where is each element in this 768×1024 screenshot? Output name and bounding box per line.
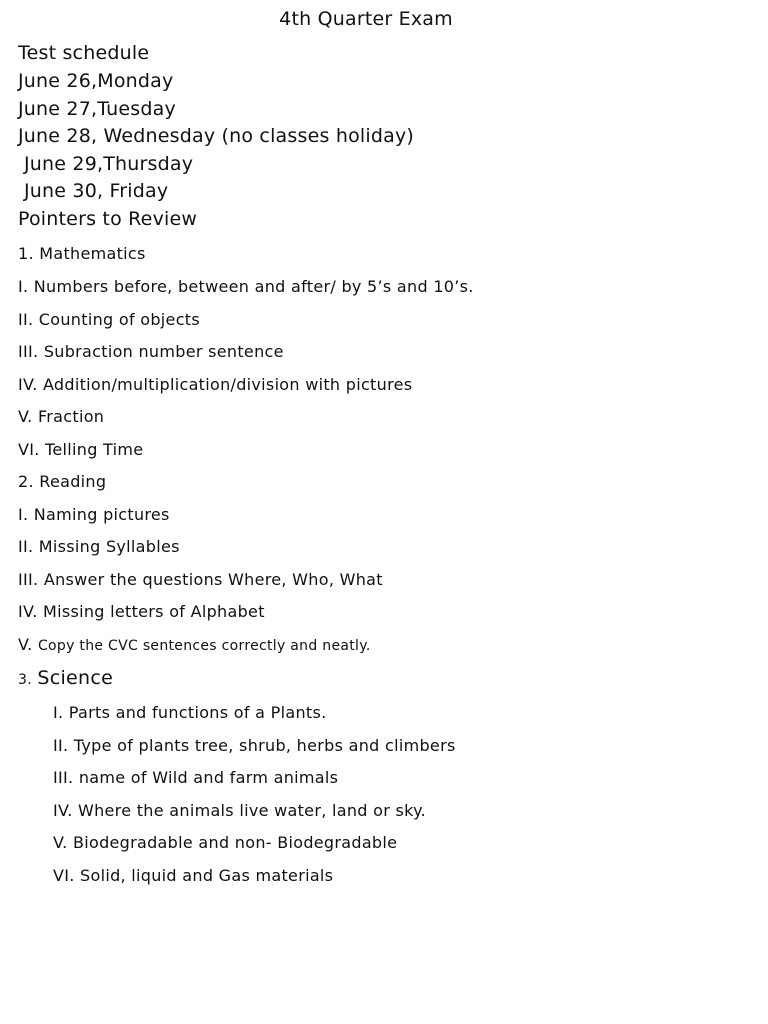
science-title: Science: [37, 667, 114, 689]
schedule-day: June 29,Thursday: [24, 153, 194, 175]
schedule-day: June 28, Wednesday (no classes holiday): [18, 125, 415, 147]
math-item: III. Subraction number sentence: [18, 342, 284, 361]
science-item: IV. Where the animals live water, land or sky.: [53, 801, 426, 820]
math-item: II. Counting of objects: [18, 310, 201, 329]
pointers-heading: Pointers to Review: [18, 208, 198, 230]
science-heading: [18, 667, 113, 689]
science-item: II. Type of plants tree, shrub, herbs and climbers: [53, 736, 456, 755]
schedule-heading: Test schedule: [18, 42, 150, 64]
science-item: V. Biodegradable and non- Biodegradable: [53, 833, 398, 852]
science-item: III. name of Wild and farm animals: [53, 768, 339, 787]
reading-item: IV. Missing letters of Alphabet: [18, 602, 265, 621]
science-item: I. Parts and functions of a Plants.: [53, 703, 327, 722]
math-item: V. Fraction: [18, 407, 105, 426]
reading-item: II. Missing Syllables: [18, 537, 180, 556]
math-item: I. Numbers before, between and after/ by 5’s and 10’s.: [18, 277, 474, 296]
schedule-day: June 30, Friday: [24, 180, 169, 202]
math-item: VI. Telling Time: [18, 440, 144, 459]
math-item: IV. Addition/multiplication/division with pictures: [18, 375, 413, 394]
reading-item: III. Answer the questions Where, Who, What: [18, 570, 383, 589]
math-heading: 1. Mathematics: [18, 244, 146, 263]
reading-item-number: V.: [18, 635, 33, 654]
schedule-day: June 27,Tuesday: [18, 98, 176, 120]
reading-heading: 2. Reading: [18, 472, 107, 491]
science-item: VI. Solid, liquid and Gas materials: [53, 866, 334, 885]
page-title: 4th Quarter Exam: [279, 8, 453, 30]
reading-item: I. Naming pictures: [18, 505, 170, 524]
reading-item: [18, 635, 371, 654]
reading-item-text: Copy the CVC sentences correctly and neatly.: [37, 638, 371, 654]
science-number: 3.: [18, 672, 32, 688]
schedule-day: June 26,Monday: [18, 70, 174, 92]
